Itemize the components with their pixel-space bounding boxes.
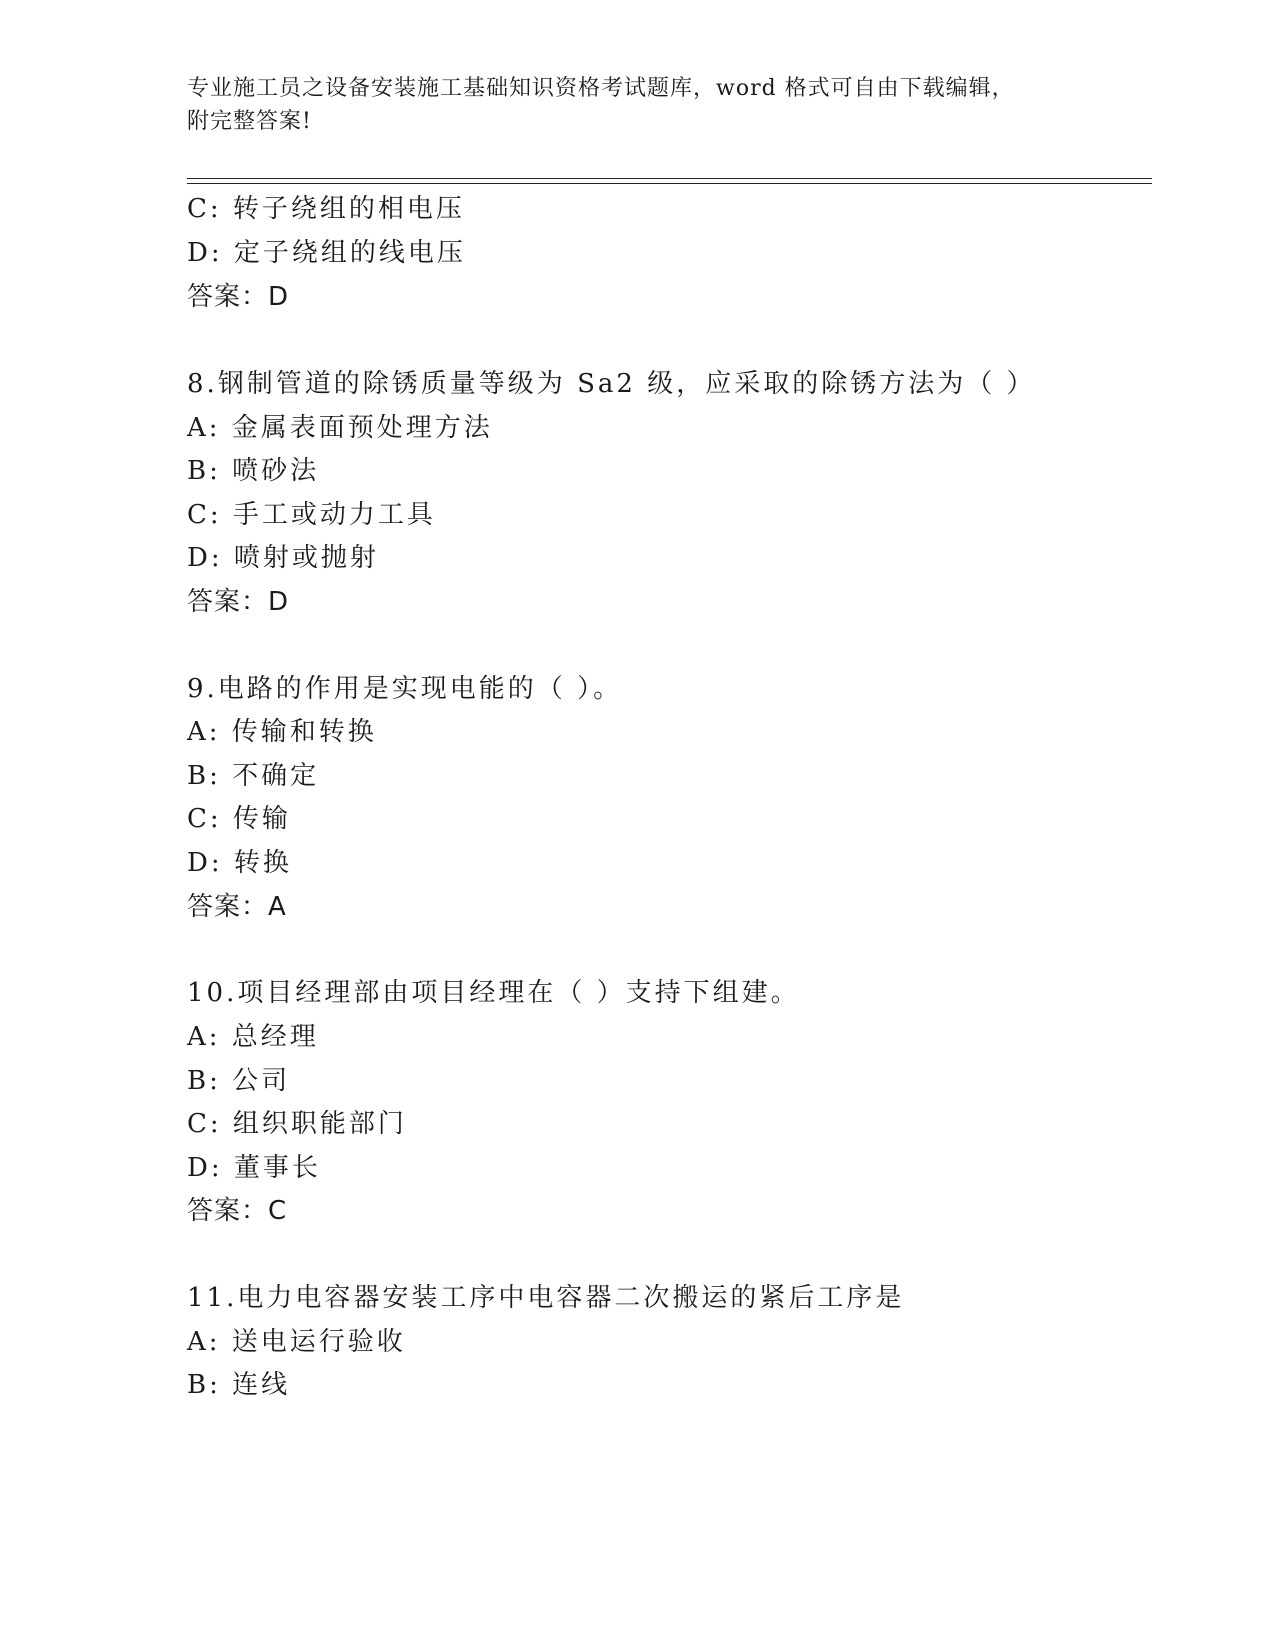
question-9-option-d: D: 转换 [187, 848, 292, 878]
question-9: 9.电路的作用是实现电能的（ ）。 [187, 674, 623, 704]
question-11-option-a: A: 送电运行验收 [187, 1327, 406, 1357]
question-11-option-b: B: 连线 [187, 1370, 291, 1400]
question-8-option-c: C: 手工或动力工具 [187, 500, 436, 530]
header-divider-top [187, 178, 1152, 179]
question-10-answer: 答案：C [187, 1196, 288, 1226]
question-8: 8.钢制管道的除锈质量等级为 Sa2 级，应采取的除锈方法为（ ） [187, 369, 1036, 399]
question-8-option-b: B: 喷砂法 [187, 456, 320, 486]
question-10-option-c: C: 组织职能部门 [187, 1109, 407, 1139]
question-9-answer: 答案：A [187, 892, 287, 922]
option-c: C: 转子绕组的相电压 [187, 194, 465, 224]
question-10: 10.项目经理部由项目经理在（ ）支持下组建。 [187, 978, 800, 1008]
question-9-option-c: C: 传输 [187, 804, 291, 834]
question-8-option-d: D: 喷射或抛射 [187, 543, 379, 573]
question-11: 11.电力电容器安装工序中电容器二次搬运的紧后工序是 [187, 1283, 905, 1313]
question-10-option-a: A: 总经理 [187, 1022, 319, 1052]
answer-line: 答案：D [187, 282, 290, 312]
header-line-2: 附完整答案! [187, 109, 312, 134]
question-10-option-b: B: 公司 [187, 1066, 291, 1096]
question-9-option-a: A: 传输和转换 [187, 717, 377, 747]
header-line-1: 专业施工员之设备安装施工基础知识资格考试题库，word 格式可自由下载编辑， [187, 76, 1015, 101]
option-d: D: 定子绕组的线电压 [187, 238, 466, 268]
question-8-option-a: A: 金属表面预处理方法 [187, 413, 493, 443]
document-header [187, 72, 1147, 138]
header-divider-bottom [187, 183, 1152, 184]
question-8-answer: 答案：D [187, 587, 290, 617]
question-9-option-b: B: 不确定 [187, 761, 320, 791]
question-10-option-d: D: 董事长 [187, 1153, 321, 1183]
